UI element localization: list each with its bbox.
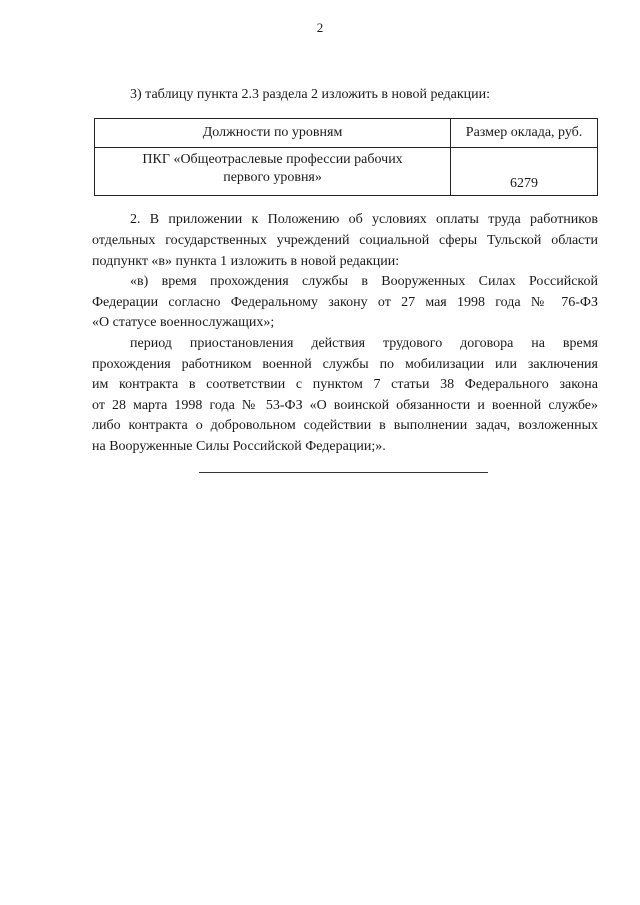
salary-amount: 6279 [451,148,598,196]
table-header-row [95,119,598,148]
period-line-3: им контракта в соответствии с пунктом 7 статьи 38 Федерального закона [92,377,598,392]
salary-table [94,118,598,196]
period-line-2: прохождения работником военной службы по мобилизации или заключения [92,357,598,372]
period-line-5: либо контракта о добровольном содействии в выполнении задач, возложенных [92,418,598,433]
period-line-6: на Вооруженные Силы Российской Федерации;». [92,439,386,454]
quote-b-line-3: «О статусе военнослужащих»; [92,315,275,330]
quote-b-line-1: «в) время прохождения службы в Вооруженных Силах Российской [130,274,598,289]
period-line-1: период приостановления действия трудового договора на время [130,336,598,351]
pkg-line-1: ПКГ «Общеотраслевые профессии рабочих [142,152,403,167]
header-salary: Размер оклада, руб. [451,119,598,148]
pkg-line-2: первого уровня» [223,170,322,185]
item-3-text: 3) таблицу пункта 2.3 раздела 2 изложить в новой редакции: [130,87,491,102]
para2-line-1: 2. В приложении к Положению об условиях оплаты труда работников [130,212,598,227]
quote-b-line-2: Федерации согласно Федеральному закону от 27 мая 1998 года № 76-ФЗ [92,295,598,310]
pkg-cell [95,148,451,196]
para2-line-3: подпункт «в» пункта 1 изложить в новой редакции: [92,254,400,269]
para2-line-2: отдельных государственных учреждений социальной сферы Тульской области [92,233,598,248]
table-row [95,148,598,196]
header-positions: Должности по уровням [95,119,451,148]
page-number: 2 [316,20,324,35]
period-line-4: от 28 марта 1998 года № 53-ФЗ «О воинской обязанности и военной службе» [92,398,598,413]
end-separator-line [199,472,488,473]
